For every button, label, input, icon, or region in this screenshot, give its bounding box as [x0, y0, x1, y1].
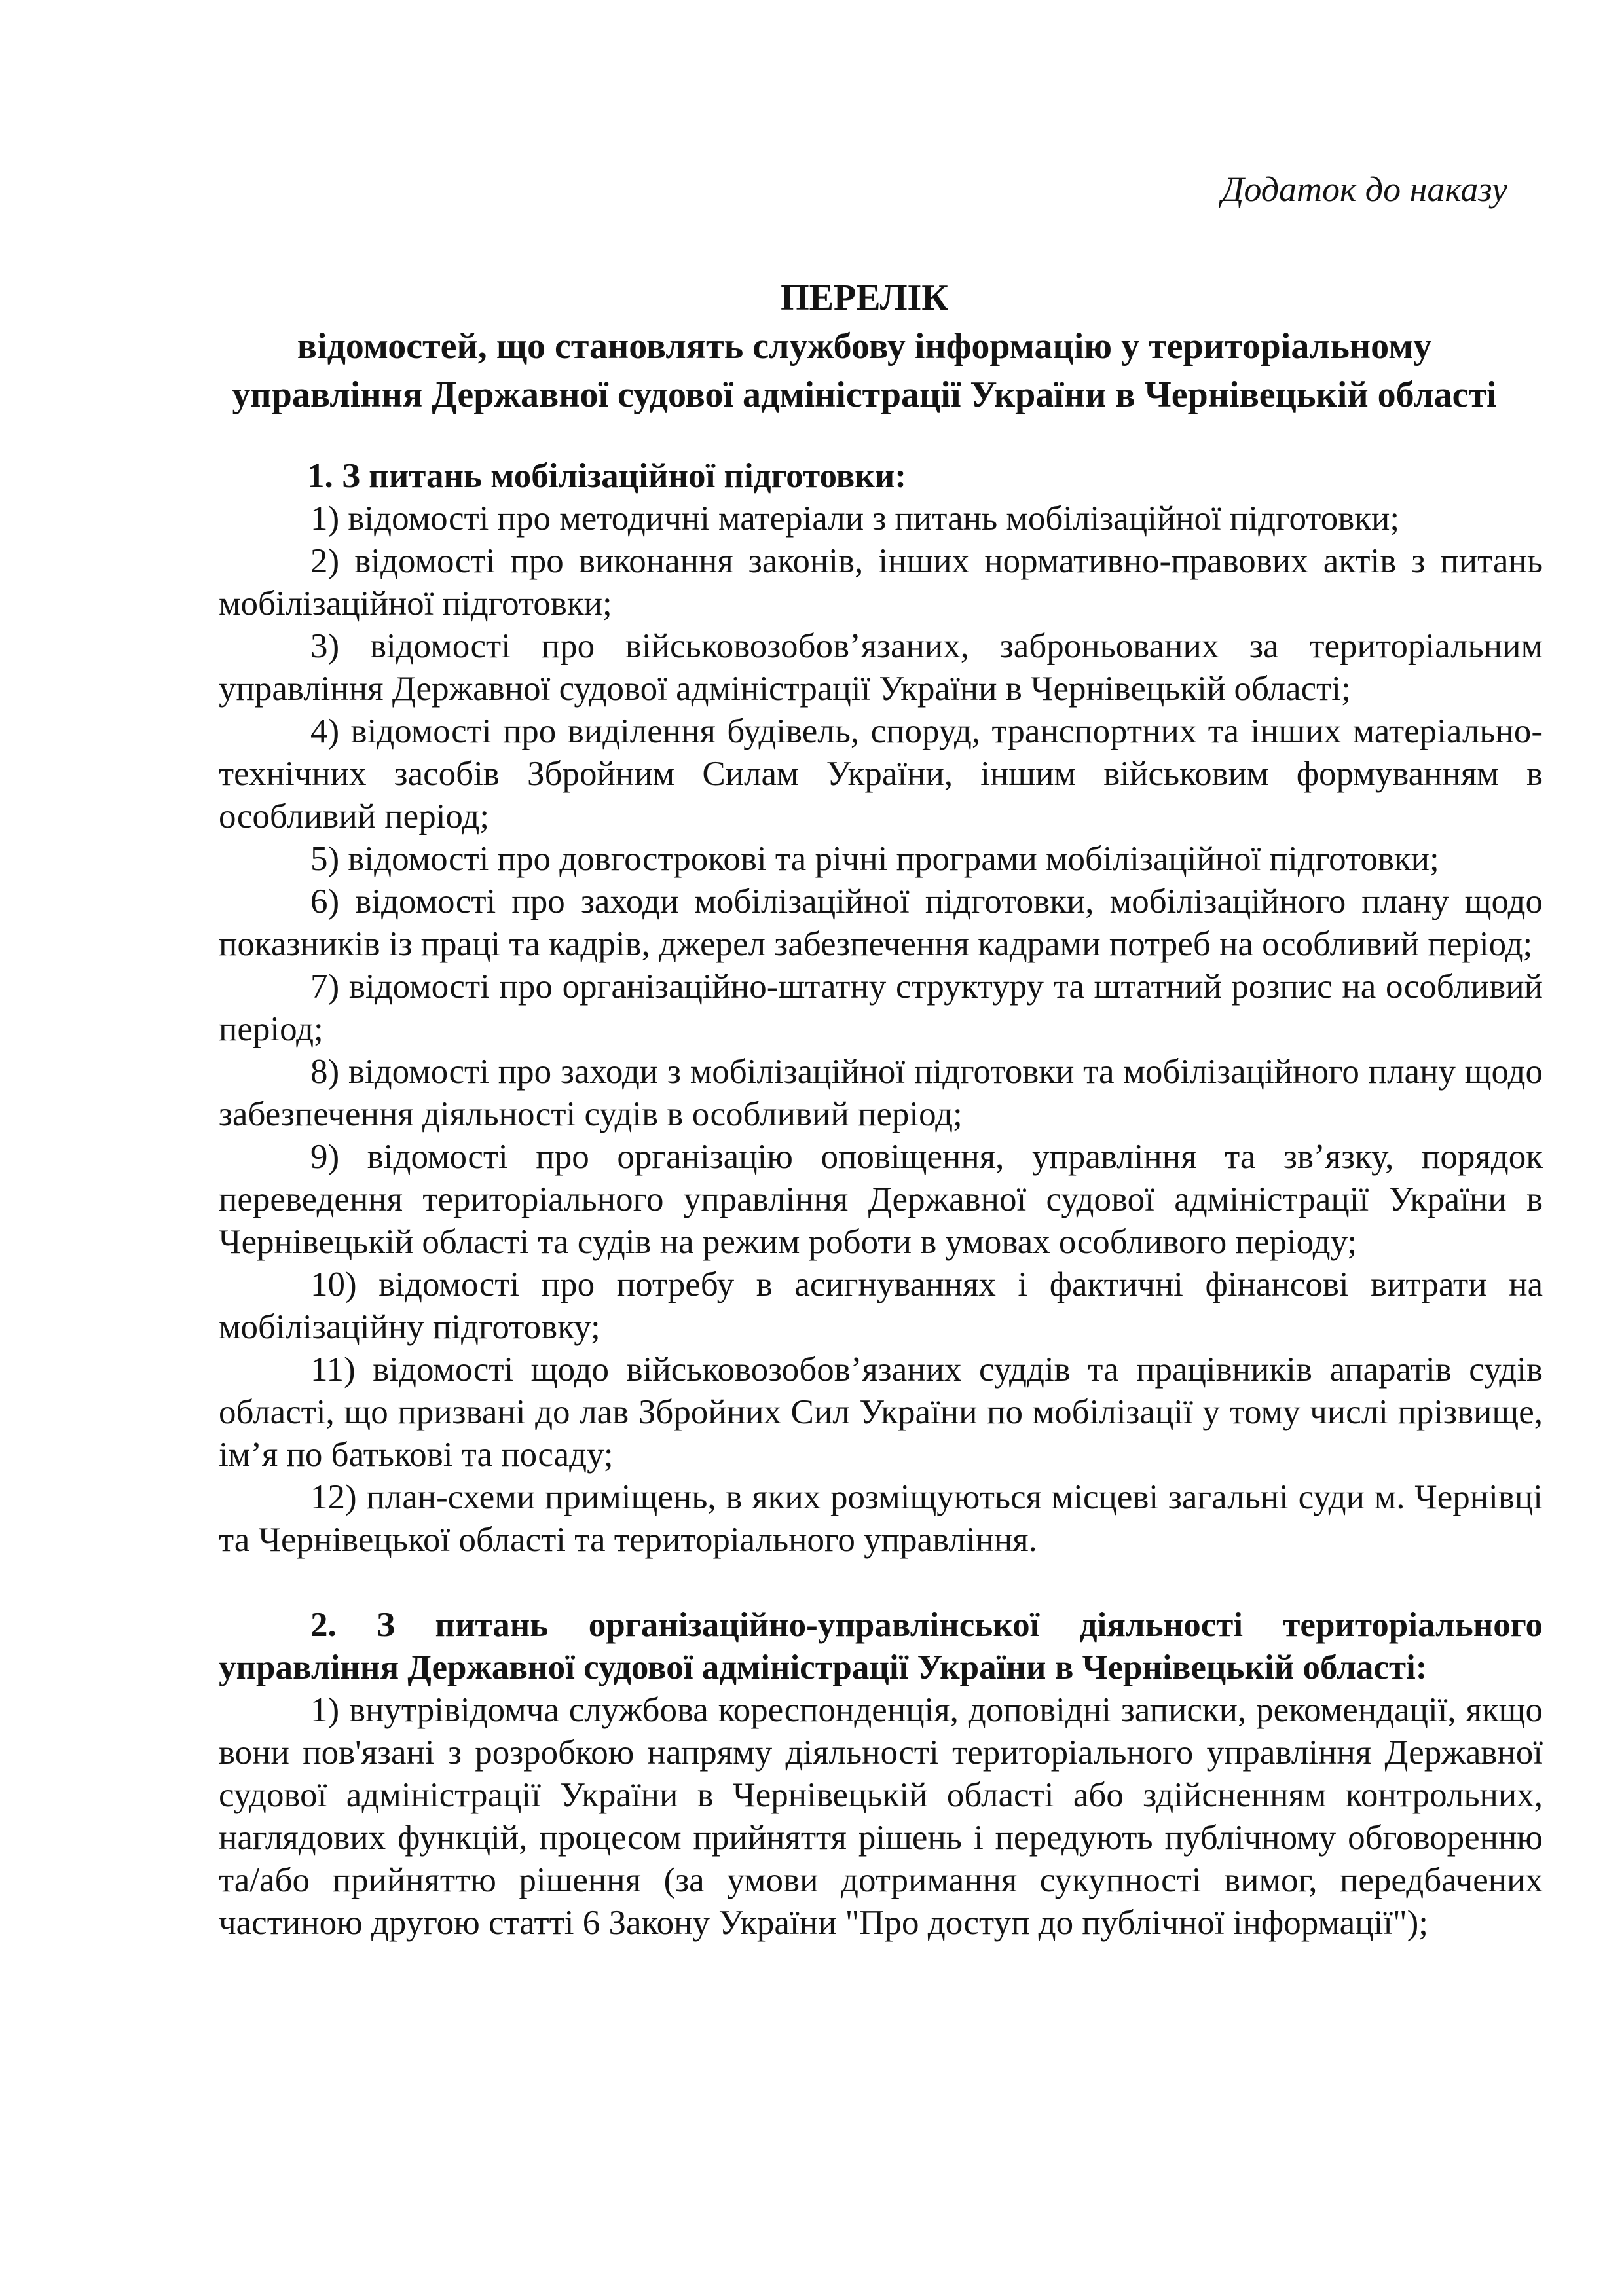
section-1-heading: 1. З питань мобілізаційної підготовки:	[307, 457, 906, 495]
section-2-heading: 2. З питань організаційно-управлінської діяльності територіального управління Державної судової адміністрації України в Чернівецькій області:	[219, 1606, 1543, 1686]
section-1-item: 4) відомості про виділення будівель, споруд, транспортних та інших матеріально-технічних засобів Збройним Силам України, іншим військовим формуванням в особливий період;	[219, 712, 1543, 835]
title-line-3: управління Державної судової адміністрації України в Чернівецькій області	[232, 374, 1497, 415]
section-1-item: 12) план-схеми приміщень, в яких розміщуються місцеві загальні суди м. Чернівці та Чернівецької області та територіального управління.	[219, 1478, 1543, 1559]
section-1-item: 1) відомості про методичні матеріали з питань мобілізаційної підготовки;	[310, 500, 1400, 538]
document-title	[216, 274, 1513, 419]
section-1-item: 6) відомості про заходи мобілізаційної підготовки, мобілізаційного плану щодо показників із праці та кадрів, джерел забезпечення кадрами потреб на особливий період;	[219, 883, 1543, 963]
section-1-item: 2) відомості про виконання законів, інших нормативно-правових актів з питань мобілізаційної підготовки;	[219, 542, 1543, 623]
section-2-item: 1) внутрівідомча службова кореспонденція, доповідні записки, рекомендації, якщо вони пов'язані з розробкою напряму діяльності територіального управління Державної судової адміністрації України в Чернівецькій області або здійсненням контрольних, наглядових функцій, процесом прийняття рішень і передують публічному обговоренню та/або прийняттю рішення (за умови дотримання сукупності вимог, передбачених частиною другою статті 6 Закону України "Про доступ до публічної інформації");	[219, 1691, 1543, 1942]
section-1-item: 7) відомості про організаційно-штатну структуру та штатний розпис на особливий період;	[219, 968, 1543, 1048]
section-1-item: 9) відомості про організацію оповіщення, управління та зв’язку, порядок переведення територіального управління Державної судової адміністрації України в Чернівецькій області та судів на режим роботи в умовах особливого періоду;	[219, 1138, 1543, 1261]
section-1-item: 5) відомості про довгострокові та річні програми мобілізаційної підготовки;	[310, 840, 1439, 878]
section-1-item: 8) відомості про заходи з мобілізаційної підготовки та мобілізаційного плану щодо забезпечення діяльності судів в особливий період;	[219, 1053, 1543, 1133]
document-body	[219, 455, 1543, 1944]
section-1-item: 10) відомості про потребу в асигнуваннях і фактичні фінансові витрати на мобілізаційну підготовку;	[219, 1266, 1543, 1346]
addendum-label: Додаток до наказу	[1221, 170, 1507, 209]
section-1-item: 3) відомості про військовозобов’язаних, заброньованих за територіальним управління Державної судової адміністрації України в Чернівецькій області;	[219, 627, 1543, 708]
title-line-1: ПЕРЕЛІК	[781, 278, 948, 318]
title-line-2: відомостей, що становлять службову інформацію у територіальному	[297, 326, 1432, 367]
section-1-item: 11) відомості щодо військовозобов’язаних суддів та працівників апаратів судів області, що призвані до лав Збройних Сил України по мобілізації у тому числі прізвище, ім’я по батькові та посаду;	[219, 1351, 1543, 1474]
section-spacer	[219, 1561, 1543, 1604]
